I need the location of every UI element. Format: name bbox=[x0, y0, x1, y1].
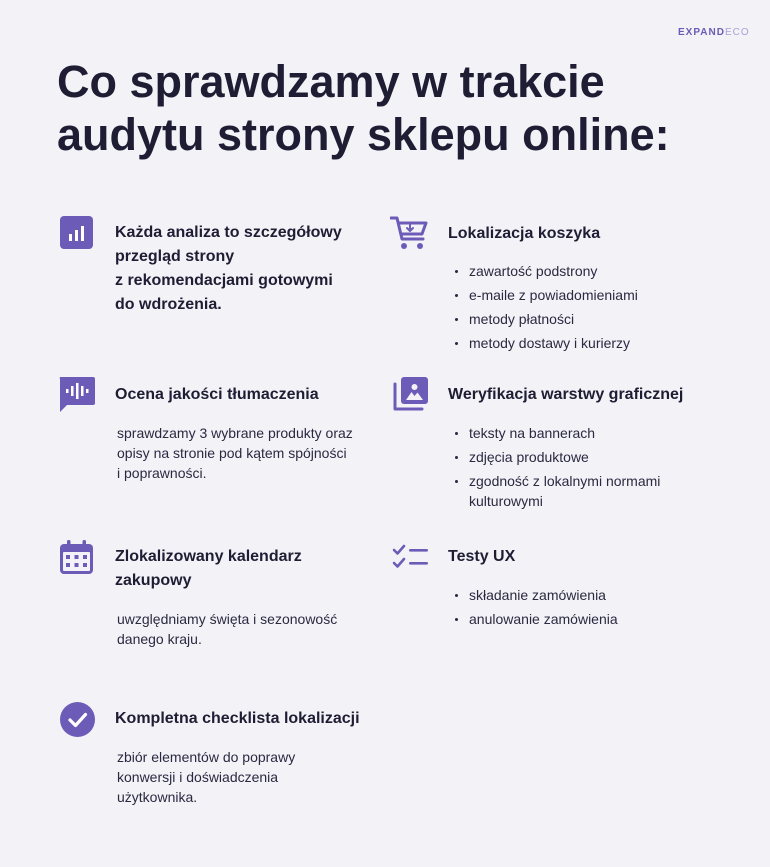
desc-line: uwzględniamy święta i sezonowość bbox=[117, 611, 338, 627]
desc-line: opisy na stronie pod kątem spójności bbox=[117, 445, 347, 461]
desc-line: sprawdzamy 3 wybrane produkty oraz bbox=[117, 425, 353, 441]
list-item: metody dostawy i kurierzy bbox=[455, 333, 725, 353]
list-item: zawartość podstrony bbox=[455, 261, 725, 281]
feature-calendar bbox=[60, 540, 380, 650]
feature-cart-list bbox=[455, 261, 725, 357]
feature-translation-title: Ocena jakości tłumaczenia bbox=[115, 386, 319, 403]
cart-icon bbox=[390, 214, 430, 251]
bar-chart-icon bbox=[60, 216, 93, 249]
desc-line: danego kraju. bbox=[117, 631, 202, 647]
title-line: zakupowy bbox=[115, 572, 192, 589]
audio-message-icon bbox=[58, 377, 95, 413]
feature-cart bbox=[390, 214, 750, 364]
feature-cart-title: Lokalizacja koszyka bbox=[448, 225, 601, 242]
feature-graphics bbox=[392, 376, 752, 526]
title-line-2: audytu strony sklepu online: bbox=[57, 109, 670, 160]
title-line: Zlokalizowany kalendarz bbox=[115, 548, 302, 565]
list-item: e-maile z powiadomieniami bbox=[455, 285, 725, 305]
list-item: teksty na bannerach bbox=[455, 423, 705, 443]
check-circle-icon bbox=[60, 702, 95, 737]
page-title bbox=[57, 55, 737, 161]
title-line: z rekomendacjami gotowymi bbox=[115, 272, 333, 289]
title-line-1: Co sprawdzamy w trakcie bbox=[57, 56, 605, 107]
brand-part-expand: EXPAND bbox=[678, 27, 725, 38]
desc-line: i poprawności. bbox=[117, 465, 207, 481]
calendar-icon bbox=[60, 540, 93, 574]
feature-checklist-title: Kompletna checklista lokalizacji bbox=[115, 710, 360, 727]
list-item: zdjęcia produktowe bbox=[455, 447, 705, 467]
feature-ux-tests-list bbox=[455, 585, 705, 633]
list-item: zgodność z lokalnymi normami kulturowymi bbox=[455, 471, 705, 511]
feature-ux-tests bbox=[392, 544, 752, 644]
feature-translation bbox=[58, 377, 378, 487]
brand-logo bbox=[678, 27, 750, 38]
feature-calendar-desc bbox=[117, 609, 387, 649]
list-item: anulowanie zamówienia bbox=[455, 609, 705, 629]
desc-line: użytkownika. bbox=[117, 789, 198, 805]
title-line: do wdrożenia. bbox=[115, 296, 222, 313]
feature-checklist-desc bbox=[117, 747, 387, 807]
title-line: przegląd strony bbox=[115, 248, 235, 265]
title-line: Każda analiza to szczegółowy bbox=[115, 224, 342, 241]
checklist-icon bbox=[392, 544, 430, 570]
image-gallery-icon bbox=[392, 376, 430, 412]
feature-analysis-title bbox=[115, 221, 380, 317]
feature-ux-tests-title: Testy UX bbox=[448, 548, 516, 565]
feature-calendar-title bbox=[115, 545, 380, 593]
feature-checklist bbox=[60, 702, 380, 812]
brand-part-eco: ECO bbox=[724, 27, 750, 38]
desc-line: konwersji i doświadczenia bbox=[117, 769, 279, 785]
feature-graphics-title: Weryfikacja warstwy graficznej bbox=[448, 386, 684, 403]
list-item: składanie zamówienia bbox=[455, 585, 705, 605]
feature-graphics-list bbox=[455, 423, 705, 515]
feature-translation-desc bbox=[117, 423, 387, 483]
list-item: metody płatności bbox=[455, 309, 725, 329]
feature-analysis bbox=[60, 216, 380, 326]
desc-line: zbiór elementów do poprawy bbox=[117, 749, 296, 765]
